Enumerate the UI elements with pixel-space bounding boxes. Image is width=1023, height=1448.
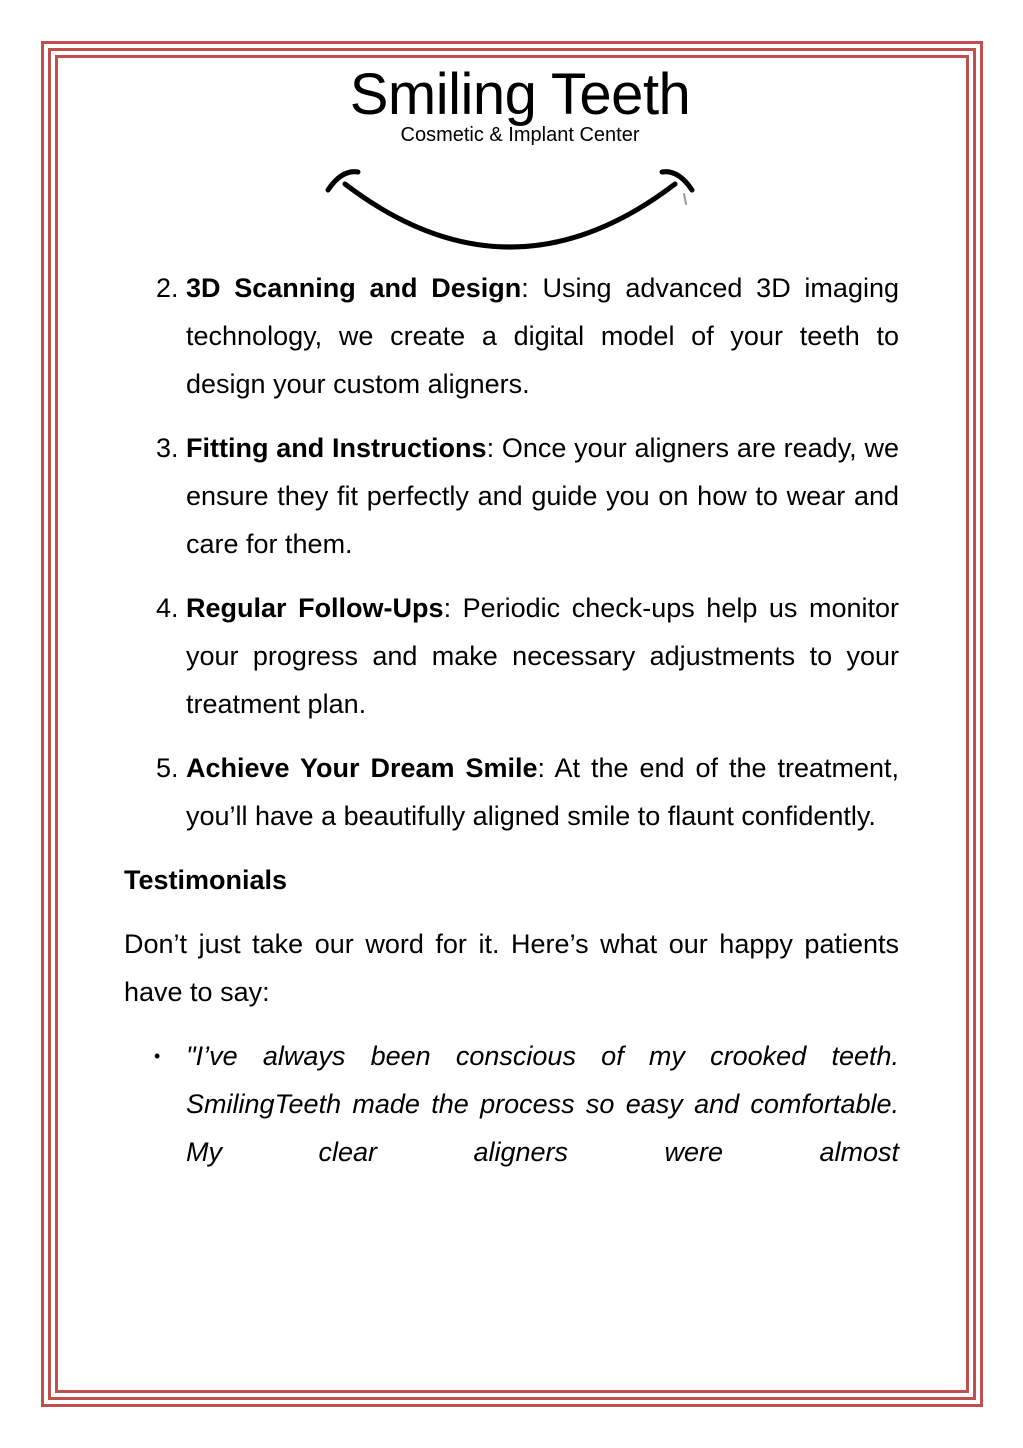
steps-list (124, 264, 899, 840)
step-number: 5. (156, 753, 179, 783)
smile-icon (300, 142, 720, 252)
step-item (124, 264, 899, 408)
logo-subtitle: Cosmetic & Implant Center (400, 124, 640, 146)
step-text: : At the end of the treatment, you’ll have a beautifully aligned smile to flaunt confidently. (186, 753, 899, 831)
testimonials-intro: Don’t just take our word for it. Here’s what our happy patients have to say: (124, 929, 899, 1007)
testimonials-heading: Testimonials (124, 865, 288, 895)
step-item (124, 744, 899, 840)
step-text: : Using advanced 3D imaging technology, we create a digital model of your teeth to design your custom aligners. (186, 273, 899, 399)
step-text: : Once your aligners are ready, we ensure they fit perfectly and guide you on how to wear and care for them. (186, 433, 899, 559)
step-number: 2. (156, 273, 179, 303)
step-number: 3. (156, 433, 179, 463)
step-item (124, 424, 899, 568)
testimonial-quote: "I’ve always been conscious of my crooked teeth. SmilingTeeth made the process so easy and comfortable. My clear aligners were almost (186, 1041, 899, 1167)
step-text: : Periodic check-ups help us monitor your progress and make necessary adjustments to your treatment plan. (186, 593, 899, 719)
logo-title: Smiling Teeth (349, 62, 691, 127)
clinic-logo (300, 58, 720, 248)
step-item (124, 584, 899, 728)
step-term: 3D Scanning and Design (186, 273, 522, 303)
step-term: Achieve Your Dream Smile (186, 753, 538, 783)
bullet-marker: • (154, 1046, 161, 1066)
testimonial-item (124, 1032, 899, 1176)
step-term: Regular Follow-Ups (186, 593, 444, 623)
step-number: 4. (156, 593, 179, 623)
page-content (124, 264, 899, 1176)
step-term: Fitting and Instructions (186, 433, 487, 463)
